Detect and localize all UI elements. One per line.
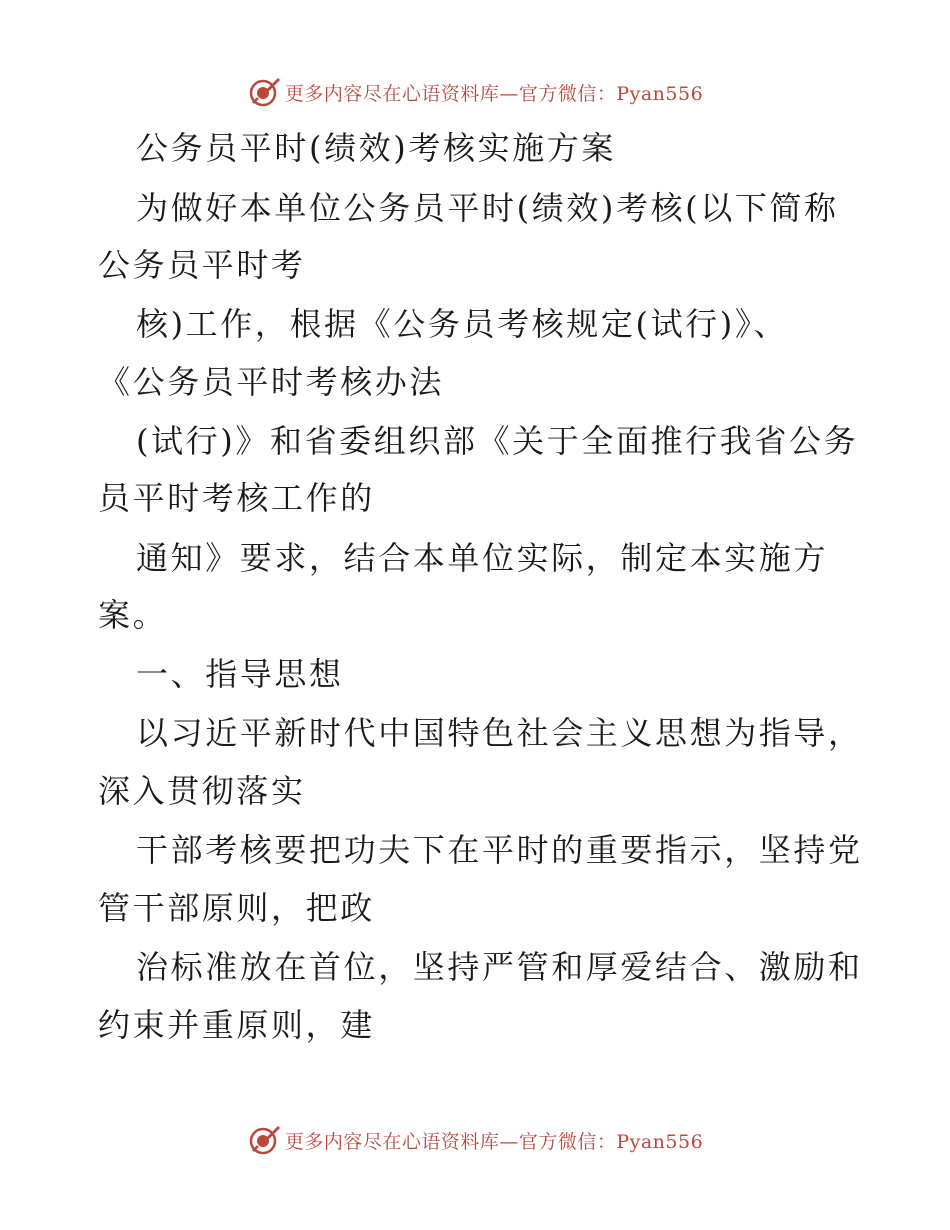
footer-watermark <box>0 1120 950 1160</box>
watermark-text: 更多内容尽在心语资料库—官方微信：Pyan556 <box>284 1130 704 1153</box>
paragraph-line: 治标准放在首位，坚持严管和厚爱结合、激励和 <box>136 948 863 986</box>
watermark-text: 更多内容尽在心语资料库—官方微信：Pyan556 <box>284 82 704 105</box>
paragraph-line: 约束并重原则，建 <box>98 1006 375 1044</box>
pen-logo-icon <box>247 1123 281 1157</box>
paragraph-line: 管干部原则，把政 <box>98 889 375 927</box>
section-heading: 一、指导思想 <box>136 655 344 693</box>
paragraph-line: 为做好本单位公务员平时(绩效)考核(以下简称 <box>136 189 839 227</box>
pen-logo-icon <box>247 75 281 109</box>
paragraph-line: 深入贯彻落实 <box>98 772 306 810</box>
paragraph-line: 干部考核要把功夫下在平时的重要指示，坚持党 <box>136 831 863 869</box>
paragraph-line: (试行)》和省委组织部《关于全面推行我省公务 <box>136 422 859 460</box>
paragraph-line: 公务员平时考 <box>98 246 306 284</box>
paragraph-line: 核)工作，根据《公务员考核规定(试行)》、 <box>136 305 789 343</box>
paragraph-line: 员平时考核工作的 <box>98 479 375 517</box>
paragraph-line: 以习近平新时代中国特色社会主义思想为指导， <box>136 714 863 752</box>
paragraph-line: 通知》要求，结合本单位实际，制定本实施方 <box>136 539 829 577</box>
paragraph-line: 案。 <box>98 596 168 634</box>
header-watermark <box>0 72 950 112</box>
paragraph-line: 《公务员平时考核办法 <box>98 363 445 401</box>
document-title: 公务员平时(绩效)考核实施方案 <box>136 129 616 167</box>
